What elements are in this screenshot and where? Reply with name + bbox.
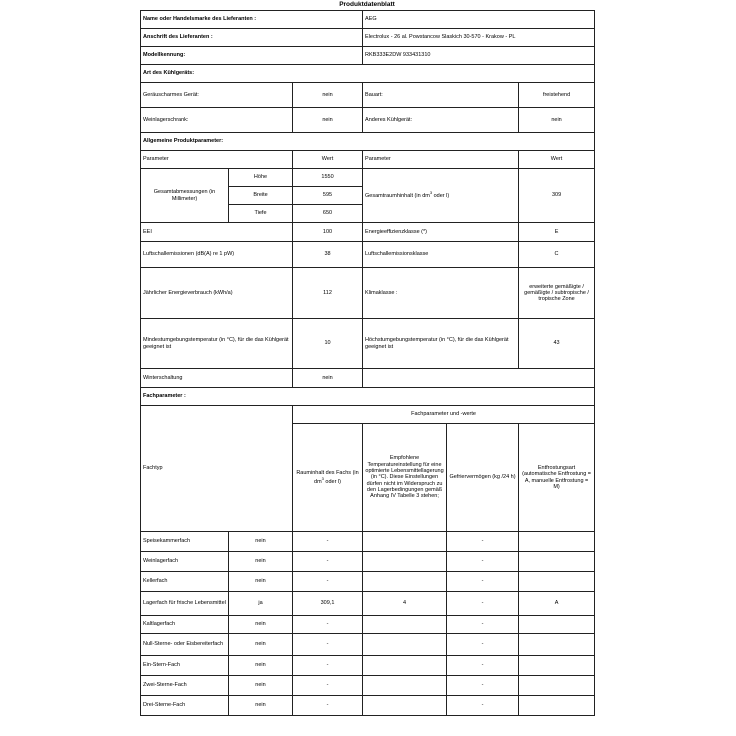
compartment-row	[141, 592, 595, 616]
compartment-defrost: A	[519, 592, 595, 616]
compartment-temp	[363, 616, 447, 634]
min-temp-value: 10	[293, 319, 363, 369]
compartment-defrost	[519, 532, 595, 552]
compartment-present: nein	[229, 656, 293, 676]
compartment-volume: -	[293, 532, 363, 552]
compartment-freeze: -	[447, 656, 519, 676]
dimensions-label: Gesamtabmessungen (in Millimeter)	[141, 169, 229, 223]
noise-class-value: C	[519, 242, 595, 268]
compartment-row	[141, 634, 595, 656]
climate-class-value: erweiterte gemäßigte / gemäßigte / subtropische / tropische Zone	[519, 268, 595, 319]
build-label: Bauart:	[363, 83, 519, 108]
compartment-defrost	[519, 616, 595, 634]
winter-blank	[363, 369, 595, 388]
compartment-volume: -	[293, 552, 363, 572]
compartment-defrost	[519, 634, 595, 656]
compartment-row	[141, 552, 595, 572]
general-section-label: Allgemeine Produktparameter:	[141, 133, 595, 151]
supplier-address-value: Electrolux - 26 al. Powstancow Slaskich 30-570 - Krakow - PL	[363, 29, 595, 47]
compartment-freeze: -	[447, 552, 519, 572]
eei-value: 100	[293, 223, 363, 242]
compartment-name: Null-Sterne- oder Eisbereiterfach	[141, 634, 229, 656]
energy-class-value: E	[519, 223, 595, 242]
compartment-temp	[363, 532, 447, 552]
supplier-name-label: Name oder Handelsmarke des Lieferanten :	[141, 11, 363, 29]
supplier-name-value: AEG	[363, 11, 595, 29]
compartment-temp-header: Empfohlene Temperatureinstellung für eine optimierte Lebensmittellagerung (in °C). Diese Einstellungen dürfen nicht im Widerspruch zu den Lagerbedingungen gemäß Anhang IV Tabelle 3 stehen;	[363, 424, 447, 532]
compartment-volume: -	[293, 696, 363, 716]
other-appliance-value: nein	[519, 108, 595, 133]
compartment-present: nein	[229, 616, 293, 634]
wine-cabinet-value: nein	[293, 108, 363, 133]
height-value: 1550	[293, 169, 363, 187]
compartment-row	[141, 572, 595, 592]
min-temp-label: Mindestumgebungstemperatur (in °C), für die das Kühlgerät geeignet ist	[141, 319, 293, 369]
compartment-name: Kellerfach	[141, 572, 229, 592]
compartment-present: nein	[229, 532, 293, 552]
compartment-name: Weinlagerfach	[141, 552, 229, 572]
annual-energy-value: 112	[293, 268, 363, 319]
compartment-volume-header: Rauminhalt des Fachs (in $dm^3$ oder l)	[293, 424, 363, 532]
model-value: RKB333E2DW 933431310	[363, 47, 595, 65]
volume-value: 309	[519, 169, 595, 223]
compartment-present: nein	[229, 676, 293, 696]
compartments-section-label: Fachparameter :	[141, 388, 595, 406]
compartment-freeze: -	[447, 532, 519, 552]
compartment-volume: -	[293, 634, 363, 656]
depth-value: 650	[293, 205, 363, 223]
value-header-2: Wert	[519, 151, 595, 169]
compartment-present: ja	[229, 592, 293, 616]
data-table	[140, 10, 595, 716]
supplier-address-label: Anschrift des Lieferanten :	[141, 29, 363, 47]
annual-energy-label: Jährlicher Energieverbrauch (kWh/a)	[141, 268, 293, 319]
compartment-defrost-header: Entfrostungsart (automatische Entfrostung = A, manuelle Entfrostung = M)	[519, 424, 595, 532]
compartment-name: Lagerfach für frische Lebensmittel	[141, 592, 229, 616]
compartment-volume: -	[293, 572, 363, 592]
compartment-defrost	[519, 552, 595, 572]
value-header: Wert	[293, 151, 363, 169]
compartment-name: Kaltlagerfach	[141, 616, 229, 634]
wine-cabinet-label: Weinlagerschrank:	[141, 108, 293, 133]
compartment-defrost	[519, 696, 595, 716]
compartment-name: Zwei-Sterne-Fach	[141, 676, 229, 696]
winter-value: nein	[293, 369, 363, 388]
eei-label: EEI	[141, 223, 293, 242]
compartment-rows	[141, 532, 595, 716]
compartment-temp: 4	[363, 592, 447, 616]
page-title: Produktdatenblatt	[339, 1, 395, 8]
max-temp-label: Höchstumgebungstemperatur (in °C), für die das Kühlgerät geeignet ist	[363, 319, 519, 369]
winter-label: Winterschaltung	[141, 369, 293, 388]
compartment-temp	[363, 696, 447, 716]
compartment-freeze: -	[447, 572, 519, 592]
compartment-temp	[363, 552, 447, 572]
compartment-present: nein	[229, 634, 293, 656]
model-label: Modellkennung:	[141, 47, 363, 65]
compartment-volume: -	[293, 676, 363, 696]
low-noise-value: nein	[293, 83, 363, 108]
kind-section-label: Art des Kühlgeräts:	[141, 65, 595, 83]
compartment-defrost	[519, 676, 595, 696]
noise-value: 38	[293, 242, 363, 268]
volume-label: Gesamtraumhinhalt (in $dm^3$ oder l)	[363, 169, 519, 223]
compartment-group-header: Fachparameter und -werte	[293, 406, 595, 424]
param-header-2: Parameter	[363, 151, 519, 169]
compartment-name: Drei-Sterne-Fach	[141, 696, 229, 716]
build-value: freistehend	[519, 83, 595, 108]
climate-class-label: Klimaklasse :	[363, 268, 519, 319]
width-value: 595	[293, 187, 363, 205]
compartment-freeze: -	[447, 592, 519, 616]
compartment-temp	[363, 656, 447, 676]
compartment-row	[141, 676, 595, 696]
compartment-temp	[363, 572, 447, 592]
compartment-present: nein	[229, 572, 293, 592]
compartment-present: nein	[229, 696, 293, 716]
compartment-volume: -	[293, 616, 363, 634]
height-label: Höhe	[229, 169, 293, 187]
noise-class-label: Luftschallemissionsklasse	[363, 242, 519, 268]
param-header: Parameter	[141, 151, 293, 169]
compartment-type-header: Fachtyp	[141, 406, 293, 532]
compartment-freeze: -	[447, 634, 519, 656]
compartment-row	[141, 532, 595, 552]
compartment-present: nein	[229, 552, 293, 572]
energy-class-label: Energieeffizienzklasse (*)	[363, 223, 519, 242]
compartment-volume: -	[293, 656, 363, 676]
noise-label: Luftschallemissionen (dB(A) re 1 pW)	[141, 242, 293, 268]
compartment-freeze: -	[447, 696, 519, 716]
low-noise-label: Geräuscharmes Gerät:	[141, 83, 293, 108]
compartment-row	[141, 656, 595, 676]
compartment-row	[141, 696, 595, 716]
compartment-temp	[363, 634, 447, 656]
compartment-temp	[363, 676, 447, 696]
compartment-freeze: -	[447, 676, 519, 696]
other-appliance-label: Anderes Kühlgerät:	[363, 108, 519, 133]
compartment-volume: 309,1	[293, 592, 363, 616]
max-temp-value: 43	[519, 319, 595, 369]
compartment-freeze: -	[447, 616, 519, 634]
width-label: Breite	[229, 187, 293, 205]
depth-label: Tiefe	[229, 205, 293, 223]
compartment-name: Ein-Stern-Fach	[141, 656, 229, 676]
compartment-defrost	[519, 656, 595, 676]
compartment-row	[141, 616, 595, 634]
compartment-freeze-header: Gefriervermögen (kg /24 h)	[447, 424, 519, 532]
compartment-name: Speisekammerfach	[141, 532, 229, 552]
compartment-defrost	[519, 572, 595, 592]
